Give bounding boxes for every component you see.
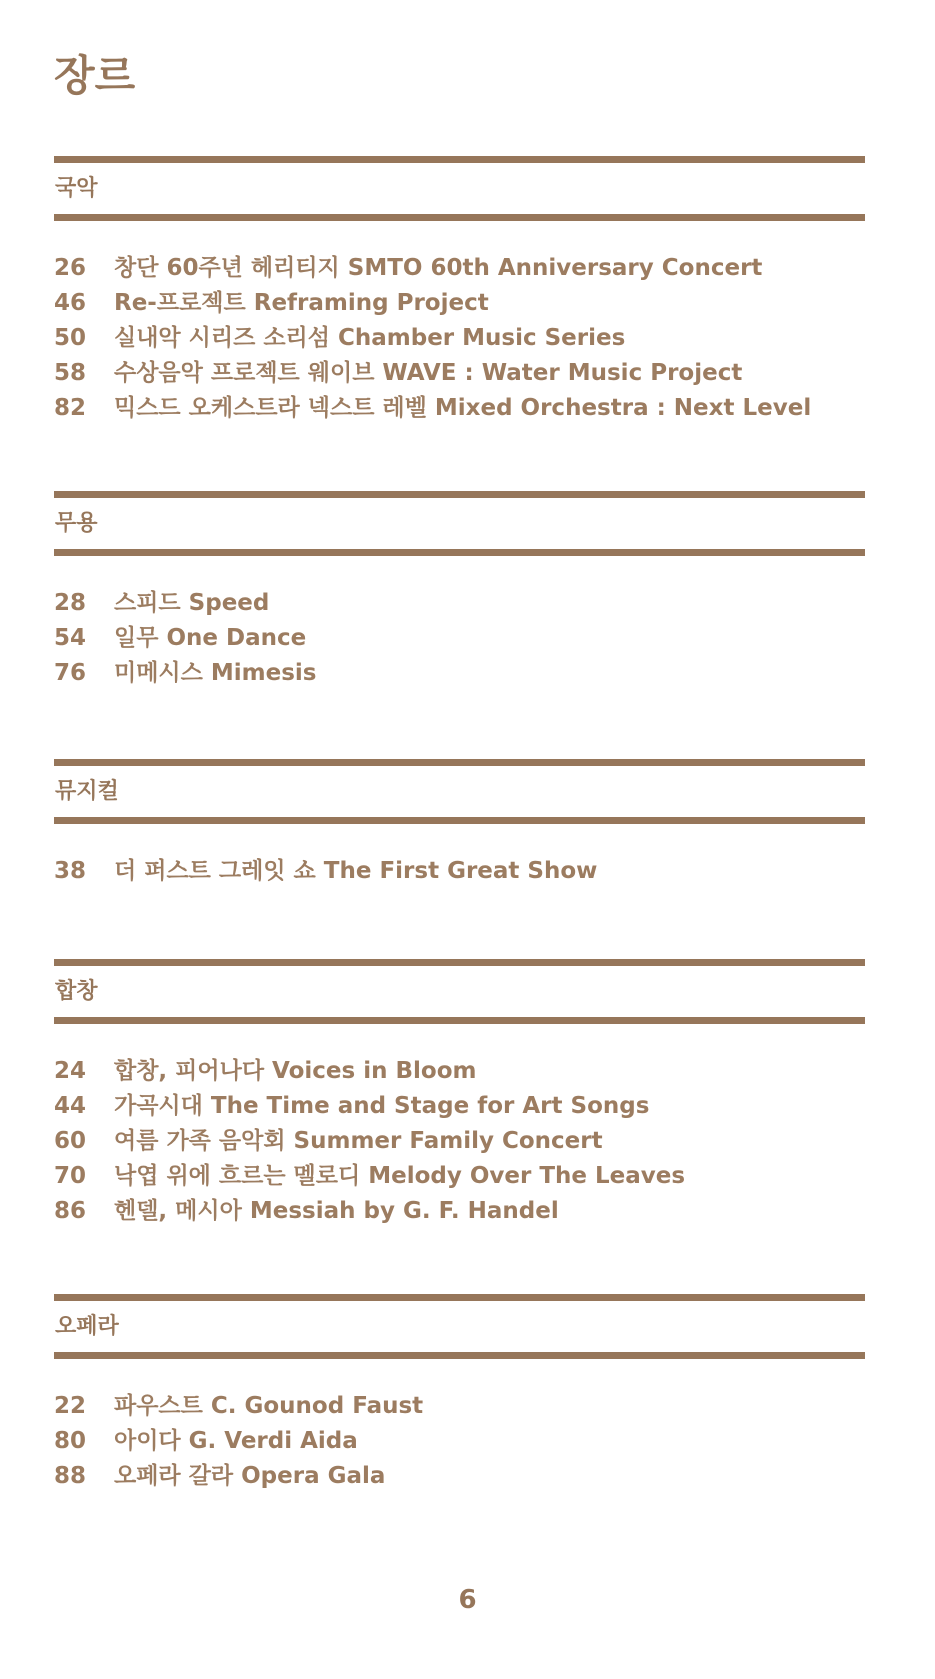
- section-label: 무용: [55, 511, 98, 536]
- entry-page-number: 38: [54, 858, 87, 884]
- entry-page-number: 26: [54, 255, 87, 281]
- section-top-rule: [54, 491, 865, 498]
- entry-title: 실내악 시리즈 소리섬 Chamber Music Series: [114, 325, 626, 351]
- list-item[interactable]: [54, 251, 865, 286]
- section-musical: [54, 759, 865, 889]
- entry-title: 미메시스 Mimesis: [114, 660, 317, 686]
- list-item[interactable]: [54, 1424, 865, 1459]
- list-item[interactable]: [54, 656, 865, 691]
- entry-page-number: 88: [54, 1463, 87, 1489]
- section-label: 뮤지컬: [55, 779, 119, 804]
- list-item[interactable]: [54, 1459, 865, 1494]
- entry-title: 헨델, 메시아 Messiah by G. F. Handel: [114, 1198, 559, 1224]
- list-item[interactable]: [54, 854, 865, 889]
- section-label: 오페라: [55, 1314, 119, 1339]
- section-label: 합창: [55, 979, 98, 1004]
- list-item[interactable]: [54, 1054, 865, 1089]
- section-gugak: [54, 156, 865, 426]
- list-item[interactable]: [54, 586, 865, 621]
- entry-page-number: 58: [54, 360, 87, 386]
- entry-title: 파우스트 C. Gounod Faust: [114, 1393, 424, 1419]
- entry-title: 아이다 G. Verdi Aida: [114, 1428, 358, 1454]
- entry-title: 일무 One Dance: [114, 625, 307, 651]
- entry-list: [54, 556, 865, 691]
- entry-page-number: 44: [54, 1093, 87, 1119]
- entry-list: [54, 221, 865, 426]
- entry-page-number: 24: [54, 1058, 87, 1084]
- entry-page-number: 70: [54, 1163, 87, 1189]
- entry-title: 낙엽 위에 흐르는 멜로디 Melody Over The Leaves: [114, 1163, 686, 1189]
- entry-title: 가곡시대 The Time and Stage for Art Songs: [114, 1093, 650, 1119]
- entry-title: 더 퍼스트 그레잇 쇼 The First Great Show: [114, 858, 598, 884]
- entry-list: [54, 1359, 865, 1494]
- list-item[interactable]: [54, 1124, 865, 1159]
- section-label: 국악: [55, 176, 98, 201]
- section-bottom-rule: [54, 549, 865, 556]
- list-item[interactable]: [54, 391, 865, 426]
- section-opera: [54, 1294, 865, 1494]
- list-item[interactable]: [54, 321, 865, 356]
- entry-title: 스피드 Speed: [114, 590, 270, 616]
- list-item[interactable]: [54, 621, 865, 656]
- section-dance: [54, 491, 865, 691]
- section-bottom-rule: [54, 214, 865, 221]
- entry-page-number: 80: [54, 1428, 87, 1454]
- section-top-rule: [54, 156, 865, 163]
- page-number: 6: [458, 1585, 477, 1615]
- section-top-rule: [54, 959, 865, 966]
- entry-title: 오페라 갈라 Opera Gala: [114, 1463, 386, 1489]
- list-item[interactable]: [54, 1089, 865, 1124]
- entry-list: [54, 824, 865, 889]
- section-top-rule: [54, 759, 865, 766]
- entry-title: 합창, 피어나다 Voices in Bloom: [114, 1058, 477, 1084]
- entry-page-number: 60: [54, 1128, 87, 1154]
- section-bottom-rule: [54, 1017, 865, 1024]
- entry-page-number: 54: [54, 625, 87, 651]
- entry-title: 여름 가족 음악회 Summer Family Concert: [114, 1128, 603, 1154]
- entry-page-number: 46: [54, 290, 87, 316]
- entry-title: 창단 60주년 헤리티지 SMTO 60th Anniversary Concert: [114, 255, 763, 281]
- entry-list: [54, 1024, 865, 1229]
- section-bottom-rule: [54, 1352, 865, 1359]
- section-choir: [54, 959, 865, 1229]
- entry-title: 수상음악 프로젝트 웨이브 WAVE : Water Music Project: [114, 360, 743, 386]
- list-item[interactable]: [54, 1389, 865, 1424]
- entry-page-number: 76: [54, 660, 87, 686]
- list-item[interactable]: [54, 286, 865, 321]
- list-item[interactable]: [54, 1194, 865, 1229]
- entry-title: 믹스드 오케스트라 넥스트 레벨 Mixed Orchestra : Next Level: [114, 395, 812, 421]
- section-top-rule: [54, 1294, 865, 1301]
- entry-page-number: 82: [54, 395, 87, 421]
- entry-title: Re-프로젝트 Reframing Project: [114, 290, 489, 316]
- entry-page-number: 28: [54, 590, 87, 616]
- entry-page-number: 50: [54, 325, 87, 351]
- list-item[interactable]: [54, 356, 865, 391]
- list-item[interactable]: [54, 1159, 865, 1194]
- entry-page-number: 22: [54, 1393, 87, 1419]
- entry-page-number: 86: [54, 1198, 87, 1224]
- page-title: 장르: [54, 51, 136, 100]
- section-bottom-rule: [54, 817, 865, 824]
